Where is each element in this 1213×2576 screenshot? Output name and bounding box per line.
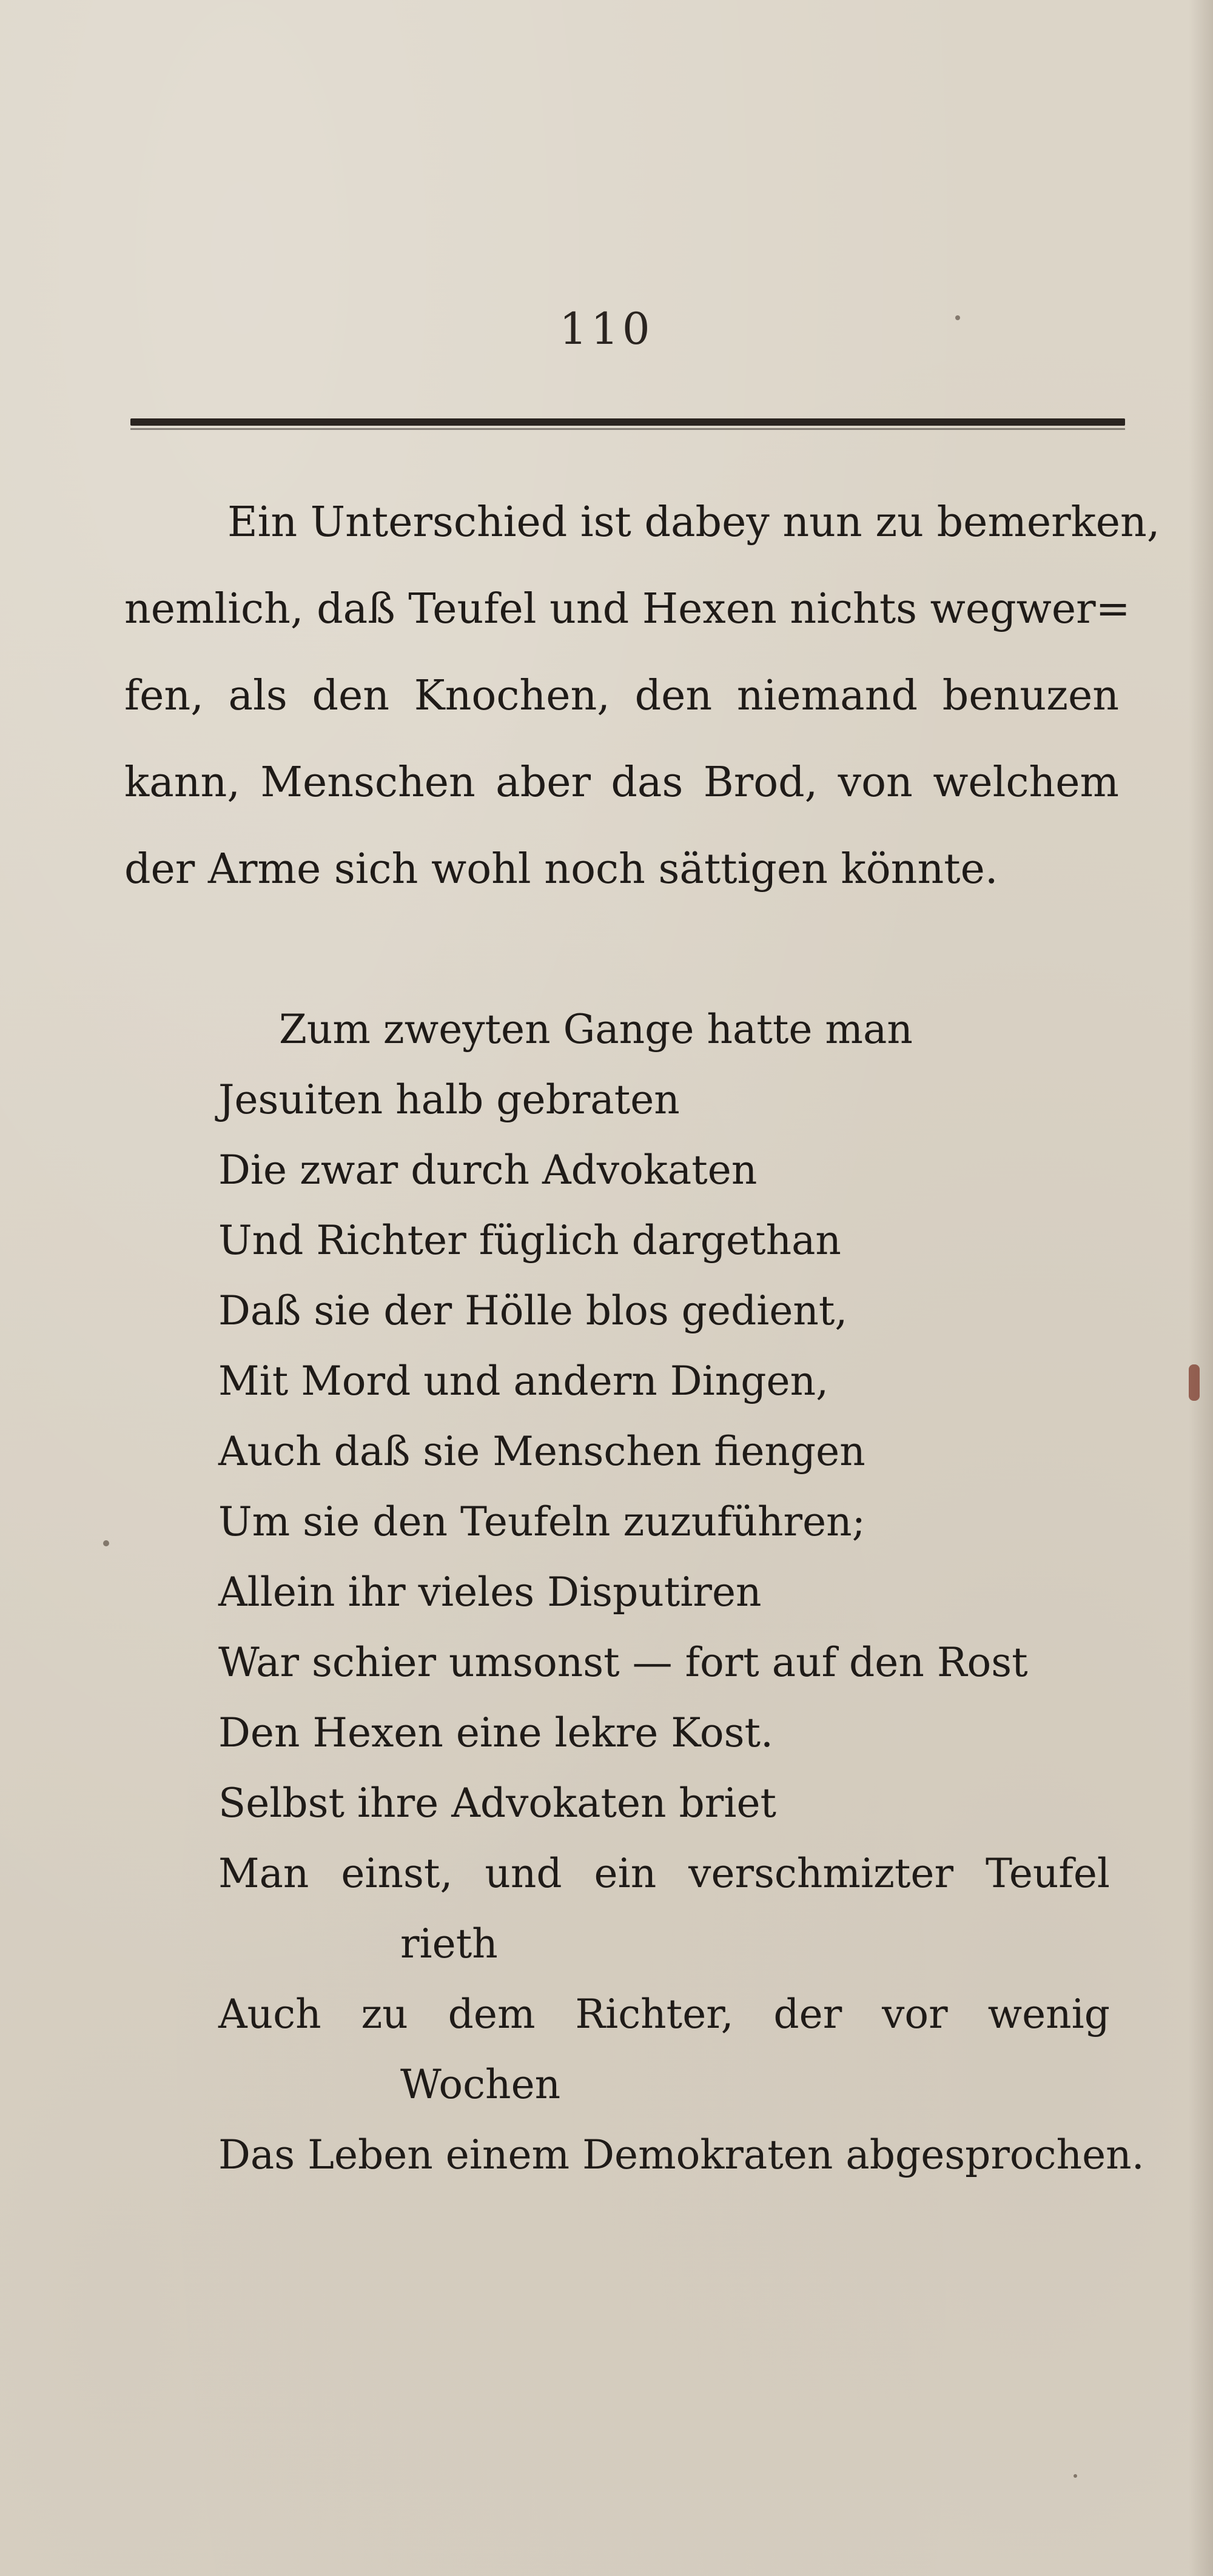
- page-edge-shadow: [1189, 0, 1213, 2576]
- verse-continuation: Wochen: [400, 2061, 561, 2108]
- verse-line: Allein ihr vieles Disputiren: [218, 1569, 762, 1615]
- verse-line: Mit Mord und andern Dingen,: [218, 1358, 829, 1404]
- verse-line: Jesuiten halb gebraten: [218, 1076, 680, 1123]
- verse-line: Selbst ihre Advokaten briet: [218, 1780, 777, 1826]
- prose-line: kann, Menschen aber das Brod, von welchem: [124, 759, 1119, 807]
- paper-speck: [1074, 2474, 1077, 2478]
- verse-line: Auch zu dem Richter, der vor wenig: [218, 1991, 1110, 2038]
- page-number: 110: [559, 303, 654, 354]
- verse-line: Die zwar durch Advokaten: [218, 1147, 758, 1193]
- prose-line: fen, als den Knochen, den niemand benuzen: [124, 672, 1119, 720]
- verse-continuation: rieth: [400, 1920, 498, 1967]
- verse-line: Den Hexen eine lekre Kost.: [218, 1709, 773, 1756]
- poem: [218, 995, 1144, 2190]
- header-rule: [130, 418, 1125, 426]
- verse-line: Das Leben einem Demokraten abgesprochen.: [218, 2132, 1144, 2178]
- verse-line: Um sie den Teufeln zuzuführen;: [218, 1498, 865, 1545]
- verse-line: War schier umsonst — fort auf den Rost: [218, 1639, 1028, 1686]
- paper-speck: [103, 1540, 109, 1546]
- header-rule-thin: [130, 428, 1125, 430]
- verse-line: Auch daß sie Menschen fiengen: [218, 1428, 865, 1475]
- prose-paragraph: [124, 479, 1160, 913]
- prose-line: nemlich, daß Teufel und Hexen nichts wegwer=: [124, 585, 1131, 633]
- paper-speck: [1189, 1364, 1200, 1401]
- verse-line: Und Richter füglich dargethan: [218, 1217, 841, 1264]
- verse-line: Man einst, und ein verschmizter Teufel: [218, 1850, 1110, 1897]
- prose-line: Ein Unterschied ist dabey nun zu bemerken,: [227, 498, 1160, 546]
- paper-speck: [955, 315, 960, 320]
- verse-line: Zum zweyten Gange hatte man: [279, 1006, 913, 1053]
- verse-line: Daß sie der Hölle blos gedient,: [218, 1287, 848, 1334]
- prose-line: der Arme sich wohl noch sättigen könnte.: [124, 845, 998, 893]
